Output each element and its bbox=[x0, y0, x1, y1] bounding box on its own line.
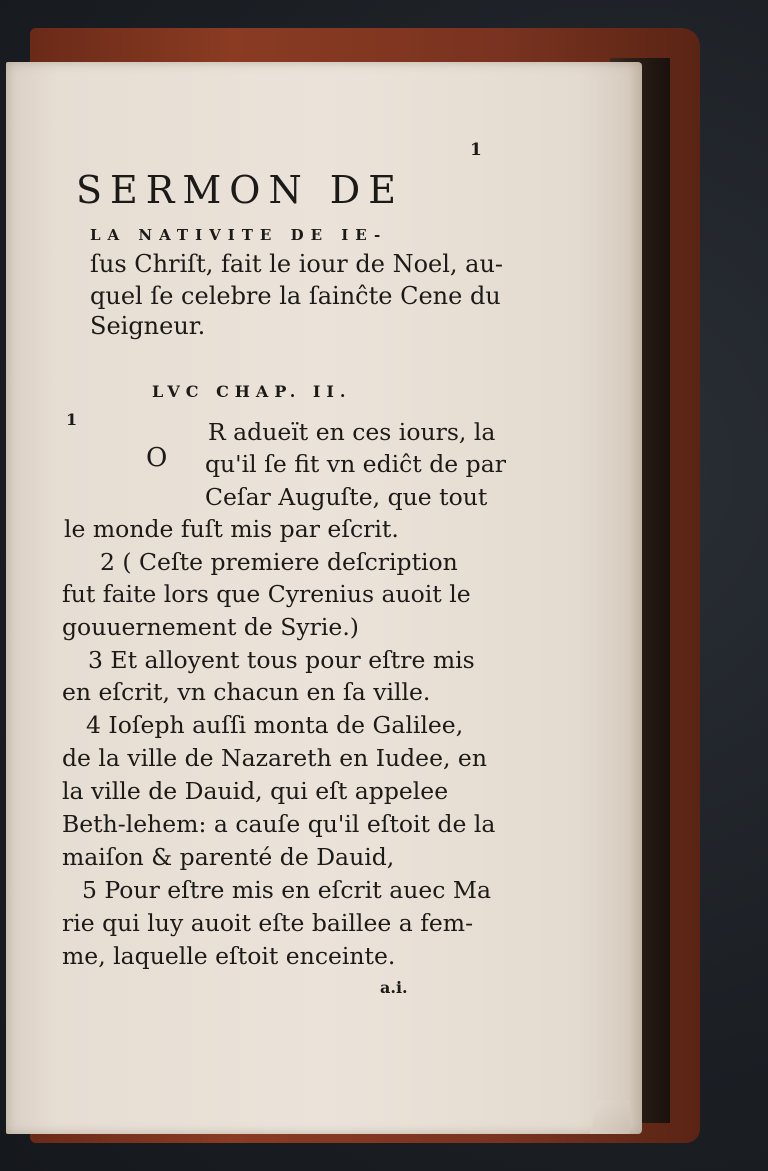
verse-4-line-3: la ville de Dauid, qui eſt appelee bbox=[62, 777, 449, 805]
initial-letter: O bbox=[146, 443, 168, 473]
verse-1-line-4: le monde fuſt mis par eſcrit. bbox=[64, 515, 399, 543]
subtitle-line-2: ſus Chriſt, fait le iour de Noel, au- bbox=[90, 250, 504, 278]
signature-mark: a.i. bbox=[380, 978, 408, 997]
verse-4-line-5: maiſon & parenté de Dauid, bbox=[62, 843, 395, 871]
verse-2-line-1: 2 ( Ceſte premiere deſcription bbox=[100, 548, 458, 576]
verse-3-line-1: 3 Et alloyent tous pour eſtre mis bbox=[88, 646, 475, 674]
subtitle-line-1: LA NATIVITE DE IE- bbox=[90, 226, 388, 244]
verse-4-line-4: Beth-lehem: a cauſe qu'il eſtoit de la bbox=[62, 810, 496, 838]
verse-2-line-3: gouuernement de Syrie.) bbox=[62, 613, 359, 641]
verse-3-line-2: en eſcrit, vn chacun en ſa ville. bbox=[62, 678, 431, 706]
verse-number: 1 bbox=[66, 410, 78, 429]
verse-1-line-3: Ceſar Auguſte, que tout bbox=[205, 483, 488, 511]
verse-5-line-2: rie qui luy auoit eſte baillee a fem- bbox=[62, 909, 474, 937]
verse-4-line-1: 4 Ioſeph auſſi monta de Galilee, bbox=[86, 711, 464, 739]
verse-5-line-1: 5 Pour eſtre mis en eſcrit auec Ma bbox=[82, 876, 491, 904]
subtitle-line-4: Seigneur. bbox=[90, 312, 206, 340]
folio-number: 1 bbox=[470, 140, 482, 160]
verse-1-line-1: R adueït en ces iours, la bbox=[208, 418, 496, 446]
section-heading: LVC CHAP. II. bbox=[152, 382, 352, 401]
subtitle-line-3: quel ſe celebre la ſainĉte Cene du bbox=[90, 282, 501, 310]
page-title: SERMON DE bbox=[76, 168, 404, 212]
verse-5-line-3: me, laquelle eſtoit enceinte. bbox=[62, 942, 396, 970]
verse-2-line-2: fut faite lors que Cyrenius auoit le bbox=[62, 580, 471, 608]
verse-4-line-2: de la ville de Nazareth en Iudee, en bbox=[62, 744, 487, 772]
verse-1-line-2: qu'il ſe fit vn ediĉt de par bbox=[205, 450, 506, 478]
